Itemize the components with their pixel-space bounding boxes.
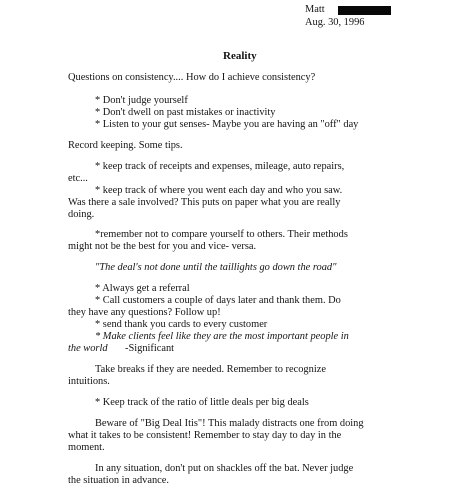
paragraph-line: the situation in advance. xyxy=(68,475,169,486)
paragraph-line: Questions on consistency.... How do I achieve consistency? xyxy=(68,72,316,83)
paragraph-line: Record keeping. Some tips. xyxy=(68,140,183,151)
bullet-line: * Don't judge yourself xyxy=(95,95,188,106)
document-title: Reality xyxy=(223,50,257,62)
bullet-line: * Always get a referral xyxy=(95,283,190,294)
paragraph-line: Take breaks if they are needed. Remember to recognize xyxy=(95,364,326,375)
bullet-line: * Make clients feel like they are the most important people in xyxy=(95,331,349,342)
bullet-line: * keep track of receipts and expenses, mileage, auto repairs, xyxy=(95,161,345,172)
paragraph-line: intuitions. xyxy=(68,376,110,387)
paragraph-line: Was there a sale involved? This puts on paper what you are really xyxy=(68,197,341,208)
paragraph-line: *remember not to compare yourself to others. Their methods xyxy=(95,229,348,240)
bullet-line: * Keep track of the ratio of little deals per big deals xyxy=(95,397,309,408)
paragraph-line: the world xyxy=(68,343,108,354)
bullet-line: * Call customers a couple of days later and thank them. Do xyxy=(95,295,341,306)
paragraph-line: moment. xyxy=(68,442,105,453)
quote-line: "The deal's not done until the taillights go down the road" xyxy=(95,262,337,273)
author-name: Matt xyxy=(305,4,325,15)
redaction-bar xyxy=(338,6,391,15)
attribution-text: -Significant xyxy=(125,343,175,354)
paragraph-line: In any situation, don't put on shackles off the bat. Never judge xyxy=(95,463,354,474)
bullet-line: * Don't dwell on past mistakes or inactivity xyxy=(95,107,276,118)
document-date: Aug. 30, 1996 xyxy=(305,17,365,28)
paragraph-line: Beware of "Big Deal Itis"! This malady distracts one from doing xyxy=(95,418,364,429)
paragraph-line: doing. xyxy=(68,209,95,220)
paragraph-line: etc... xyxy=(68,173,88,184)
bullet-line: * keep track of where you went each day and who you saw. xyxy=(95,185,343,196)
paragraph-line: might not be the best for you and vice- versa. xyxy=(68,241,257,252)
paragraph-line: they have any questions? Follow up! xyxy=(68,307,221,318)
paragraph-line: what it takes to be consistent! Remember to stay day to day in the xyxy=(68,430,342,441)
bullet-line: * send thank you cards to every customer xyxy=(95,319,268,330)
bullet-line: * Listen to your gut senses- Maybe you are having an "off" day xyxy=(95,119,359,130)
